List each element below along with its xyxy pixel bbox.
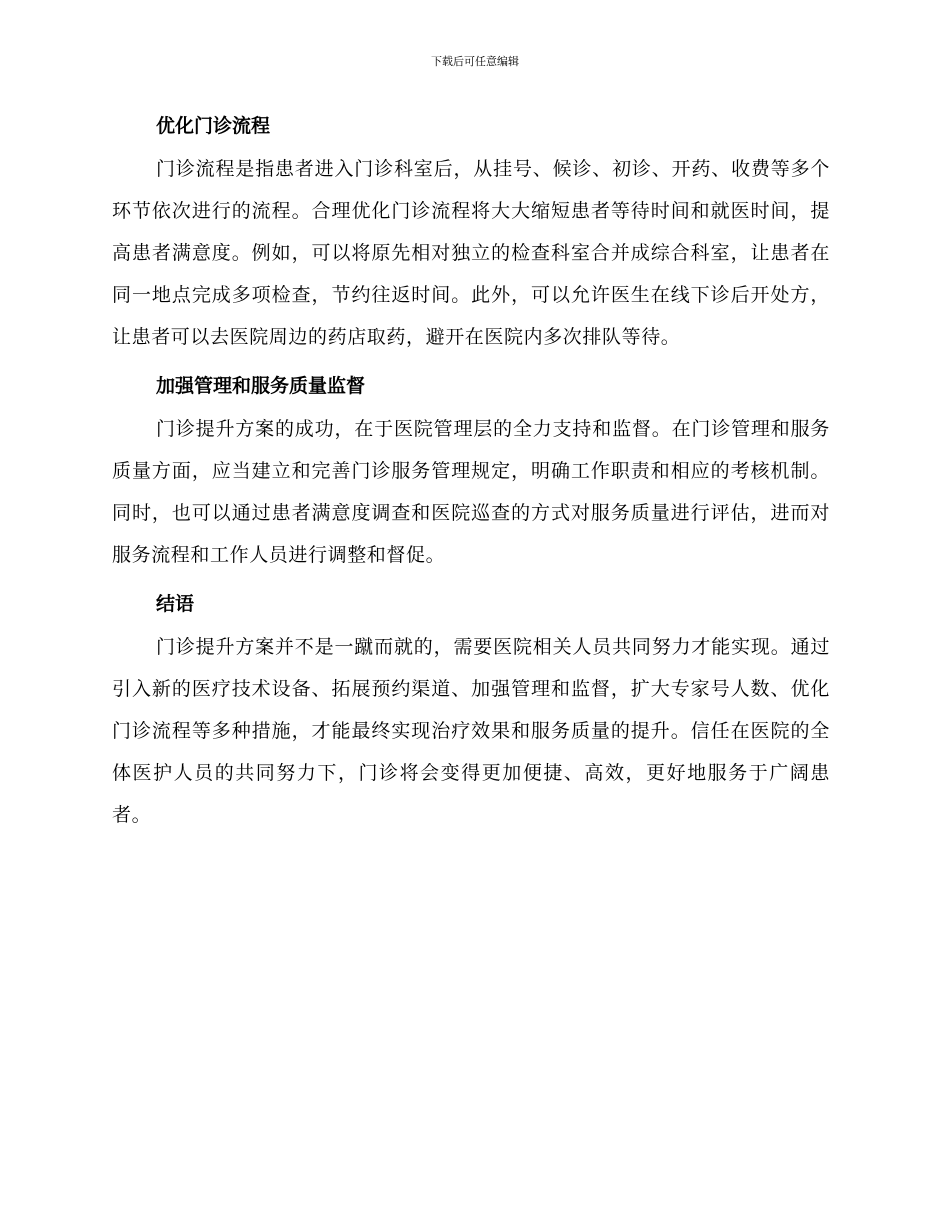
section-conclusion (112, 582, 830, 836)
document-body (112, 104, 830, 842)
header-note: 下载后可任意编辑 (431, 55, 519, 68)
section-heading: 优化门诊流程 (156, 115, 271, 137)
section-paragraph: 门诊流程是指患者进入门诊科室后，从挂号、候诊、初诊、开药、收费等多个环节依次进行的流程。合理优化门诊流程将大大缩短患者等待时间和就医时间，提高患者满意度。例如，可以将原先相对独立的检查科室合并成综合科室，让患者在同一地点完成多项检查，节约往返时间。此外，可以允许医生在线下诊后开处方，让患者可以去医院周边的药店取药，避开在医院内多次排队等待。 (112, 158, 830, 348)
section-optimize-outpatient-process (112, 104, 830, 358)
section-heading: 结语 (156, 593, 195, 615)
section-paragraph: 门诊提升方案并不是一蹴而就的，需要医院相关人员共同努力才能实现。通过引入新的医疗技术设备、拓展预约渠道、加强管理和监督，扩大专家号人数、优化门诊流程等多种措施，才能最终实现治疗效果和服务质量的提升。信任在医院的全体医护人员的共同努力下，门诊将会变得更加便捷、高效，更好地服务于广阔患者。 (112, 636, 830, 826)
section-heading: 加强管理和服务质量监督 (156, 375, 366, 397)
section-paragraph: 门诊提升方案的成功，在于医院管理层的全力支持和监督。在门诊管理和服务质量方面，应当建立和完善门诊服务管理规定，明确工作职责和相应的考核机制。同时，也可以通过患者满意度调查和医院巡查的方式对服务质量进行评估，进而对服务流程和工作人员进行调整和督促。 (112, 418, 830, 566)
section-management-supervision (112, 364, 830, 576)
